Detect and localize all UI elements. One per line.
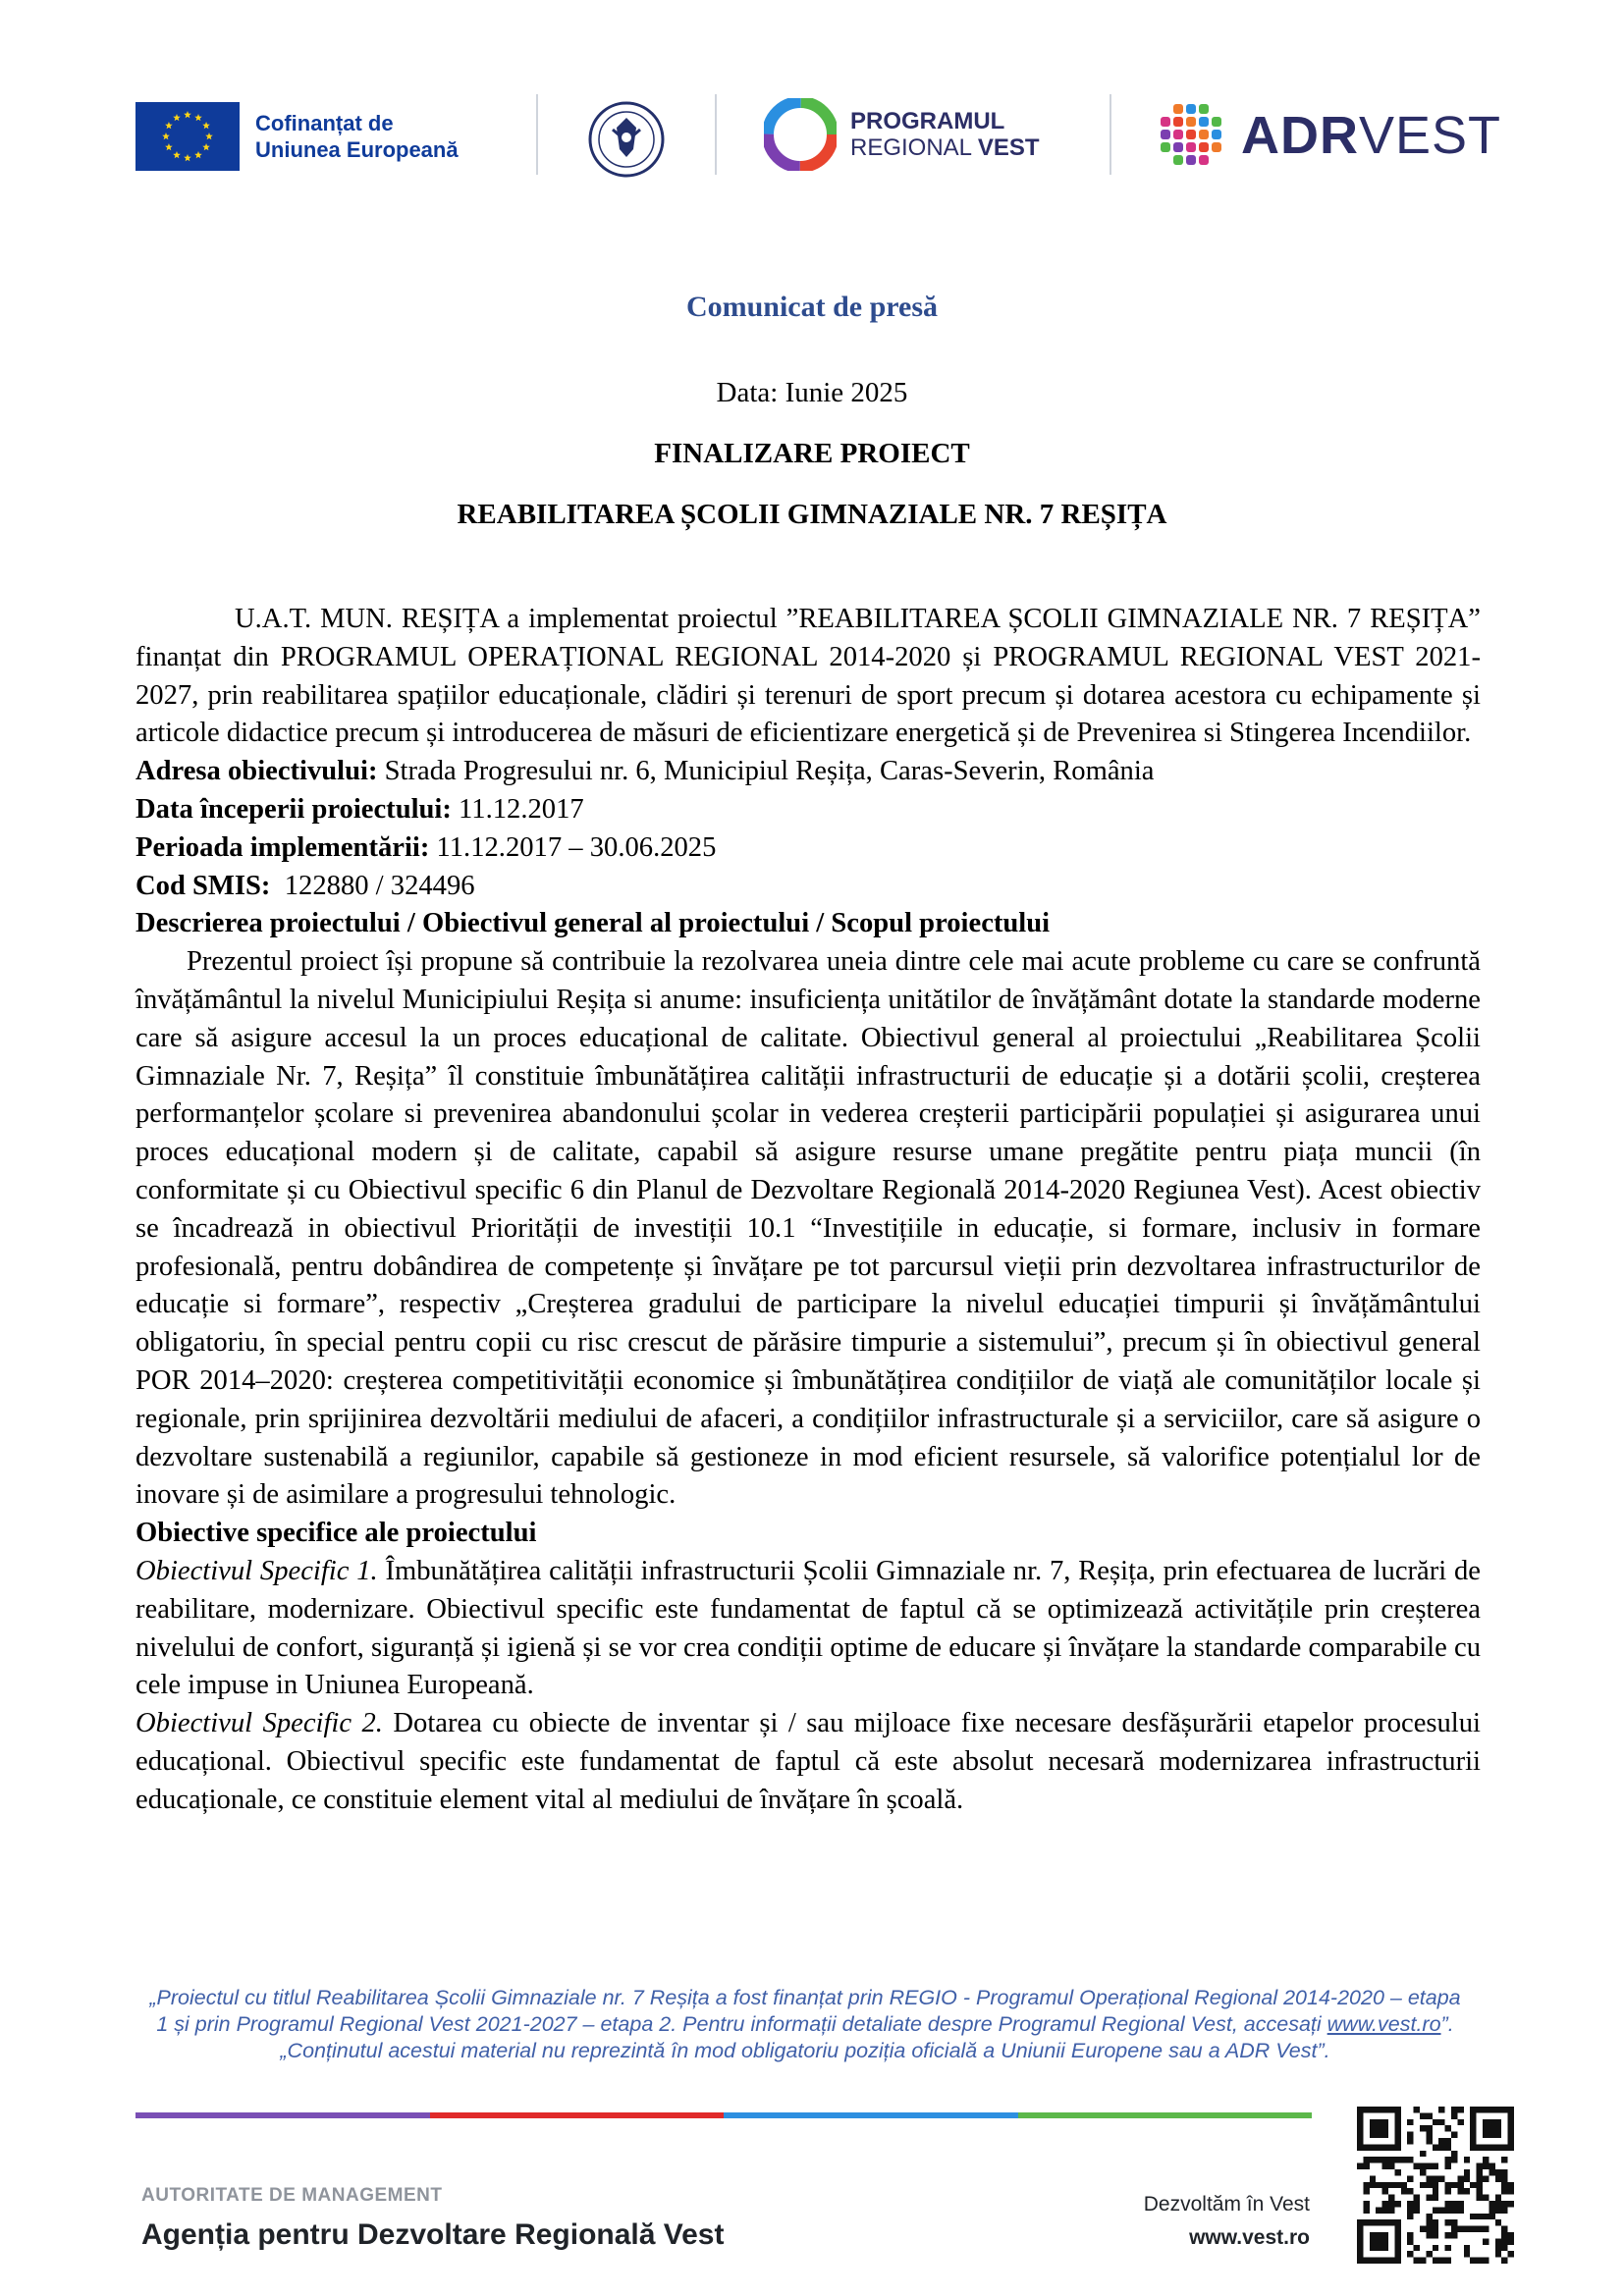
obj1-label: Obiectivul Specific 1. (135, 1555, 378, 1586)
description-heading (135, 905, 1481, 943)
vest-ro-link[interactable]: www.vest.ro (1326, 2012, 1441, 2036)
obj2-label: Obiectivul Specific 2. (135, 1708, 383, 1739)
intro-paragraph: U.A.T. MUN. REȘIȚA a implementat proiectul ”REABILITAREA ȘCOLII GIMNAZIALE NR. 7 REȘIȚA” finanțat din PROGRAMUL OPERAȚIONAL REGIONAL 2014-2020 și PROGRAMUL REGIONAL VEST 2021-2027, prin reabilitarea spațiilor educaționale, clădiri și terenuri de sport precum și dotarea acestora cu echipamente și articole didactice precum și introducerea de măsuri de eficientizare energetică și de Prevenirea si Stingerea Incendiilor. (135, 604, 1481, 749)
program-regional-swirl-icon (764, 98, 837, 171)
eu-cofinanced-logo (135, 102, 459, 171)
description-heading-text: Descrierea proiectului / Obiectivul general al proiectului / Scopul proiectului (135, 908, 1051, 939)
disclaimer-line1 (147, 1985, 1463, 2038)
release-date: Data: Iunie 2025 (716, 377, 908, 408)
disclaimer-text-1b: ”. (1440, 2012, 1454, 2036)
smis-line (135, 868, 1481, 906)
press-release-label: Comunicat de presă (685, 291, 939, 323)
start-label: Data începerii proiectului: (135, 793, 452, 825)
eu-logo-line1: Cofinanțat de (255, 111, 394, 135)
period-line (135, 829, 1481, 868)
disclaimer-line2: „Conținutul acestui material nu reprezintă în mod obligatoriu poziția oficială a Uniunii Europene sau a ADR Vest”. (280, 2039, 1330, 2062)
specific-objective-2 (135, 1705, 1481, 1819)
eu-logo-line2: Uniunea Europeană (255, 137, 459, 162)
description-paragraph: Prezentul proiect își propune să contribuie la rezolvarea uneia dintre cele mai acute probleme cu care se confruntă învățământul la nivelul Municipiului Reșița si anume: insuficiența unitătilor de învățământ dotate la standarde moderne care să asigure accesul la un proces educațional de calitate. Obiectivul general al proiectului „Reabilitarea Școlii Gimnaziale Nr. 7, Reșița” îl constituie îmbunătățirea calității infrastructurii de educație și a dotării școlii, creșterea performanțelor școlare si prevenirea abandonului școlar in vederea creșterii participării populației și asigurarea unui proces educațional modern și de calitate, capabil să asigure resurse umane pregătite pentru piața muncii (în conformitate și cu Obiectivul specific 6 din Planul de Dezvoltare Regională 2014-2020 Regiunea Vest). Acest obiectiv se încadrează in obiectivul Priorității de investiții 10.1 “Investițiile in educație, si formare, inclusiv in formare profesională, pentru dobândirea de competențe și învățare pe tot parcursul vieții prin dezvoltarea infrastructurilor de educație si formare”, respectiv „Creșterea gradului de participare la nivelul educației timpurii și învățământului obligatoriu, în special pentru copii cu risc crescut de părăsire timpurie a sistemului”, precum și în obiectivul general POR 2014–2020: creșterea competitivității economice și îmbunătățirea condițiilor de viață ale comunităților locale și regionale, prin sprijinirea dezvoltării mediului de afaceri, a condițiilor infrastructurale și a serviciilor, care să asigure o dezvoltare sustenabilă a regiunilor, capabile să gestioneze in mod eficient resursele, să valorifice potențialul lor de inovare și de asimilare a progresului tehnologic. (135, 946, 1481, 1511)
qr-code-icon[interactable] (1357, 2107, 1514, 2264)
logo-divider (536, 94, 538, 175)
guvernul-romaniei-seal-icon (587, 100, 666, 184)
website-link[interactable]: www.vest.ro (1189, 2226, 1310, 2249)
adr-logo-bold: ADR (1241, 106, 1359, 165)
programul-regional-vest-logo (764, 98, 1040, 171)
funding-disclaimer (147, 1985, 1463, 2064)
color-bar-segment (135, 2112, 430, 2118)
obj2-text: Dotarea cu obiecte de inventar și / sau mijloace fixe necesare desfășurării etapelor procesului educațional. Obiectivul specific este fundamentat de faptul că este absolut necesară modernizarea infrastructurii educaționale, ce constituie element vital al mediului de învățare în școală. (135, 1708, 1481, 1815)
body-text (135, 601, 1481, 1820)
logo-divider (1110, 94, 1111, 175)
address-value: Strada Progresului nr. 6, Municipiul Reșița, Caras-Severin, România (377, 756, 1155, 787)
specific-heading-text: Obiective specifice ale proiectului (135, 1518, 537, 1549)
disclaimer-text-1a: „Proiectul cu titlul Reabilitarea Școlii Gimnaziale nr. 7 Reșița a fost finanțat prin REGIO - Programul Operațional Regional 2014-2020 – etapa 1 și prin Programul Regional Vest 2021-2027 – etapa 2. Pentru informații detaliate despre Programul Regional Vest, accesați (149, 1986, 1461, 2036)
title-line1: FINALIZARE PROIECT (654, 438, 970, 469)
period-value: 11.12.2017 – 30.06.2025 (429, 831, 717, 863)
address-label: Adresa obiectivului: (135, 756, 378, 787)
color-bar-segment (724, 2112, 1018, 2118)
smis-label: Cod SMIS: (135, 870, 271, 901)
header-logos (135, 94, 1502, 183)
program-logo-line2-regular: REGIONAL (850, 134, 978, 161)
program-logo-line2-bold: VEST (977, 134, 1040, 161)
tagline: Dezvoltăm în Vest (1143, 2193, 1310, 2216)
period-label: Perioada implementării: (135, 831, 430, 863)
authority-name: Agenția pentru Dezvoltare Regională Vest (141, 2218, 725, 2251)
adr-dots-icon (1157, 100, 1227, 171)
address-line (135, 753, 1481, 791)
obj1-text: Îmbunătățirea calității infrastructurii Școlii Gimnaziale nr. 7, Reșița, prin efectuarea de lucrări de reabilitare, modernizare. Obiectivul specific este fundamentat de faptul că se optimizează activitățile prin creșterea nivelului de confort, siguranță și igienă și se vor crea condiții optime de educare și învățare la standarde comparabile cu cele impuse in Uniunea Europeană. (135, 1555, 1481, 1701)
start-date-line (135, 791, 1481, 829)
authority-label: AUTORITATE DE MANAGEMENT (141, 2185, 443, 2206)
adr-logo-light: VEST (1359, 106, 1502, 165)
smis-value: 122880 / 324496 (270, 870, 475, 901)
color-bar-segment (1018, 2112, 1313, 2118)
eu-flag-icon (135, 102, 240, 171)
footer-color-bar (135, 2112, 1312, 2118)
program-logo-line1: PROGRAMUL (850, 108, 1005, 134)
title-line2: REABILITAREA ȘCOLII GIMNAZIALE NR. 7 REȘIȚA (457, 499, 1167, 530)
specific-objectives-heading (135, 1515, 1481, 1553)
logo-divider (715, 94, 717, 175)
color-bar-segment (430, 2112, 725, 2118)
start-value: 11.12.2017 (451, 793, 584, 825)
adr-vest-logo (1157, 100, 1501, 171)
specific-objective-1 (135, 1553, 1481, 1705)
